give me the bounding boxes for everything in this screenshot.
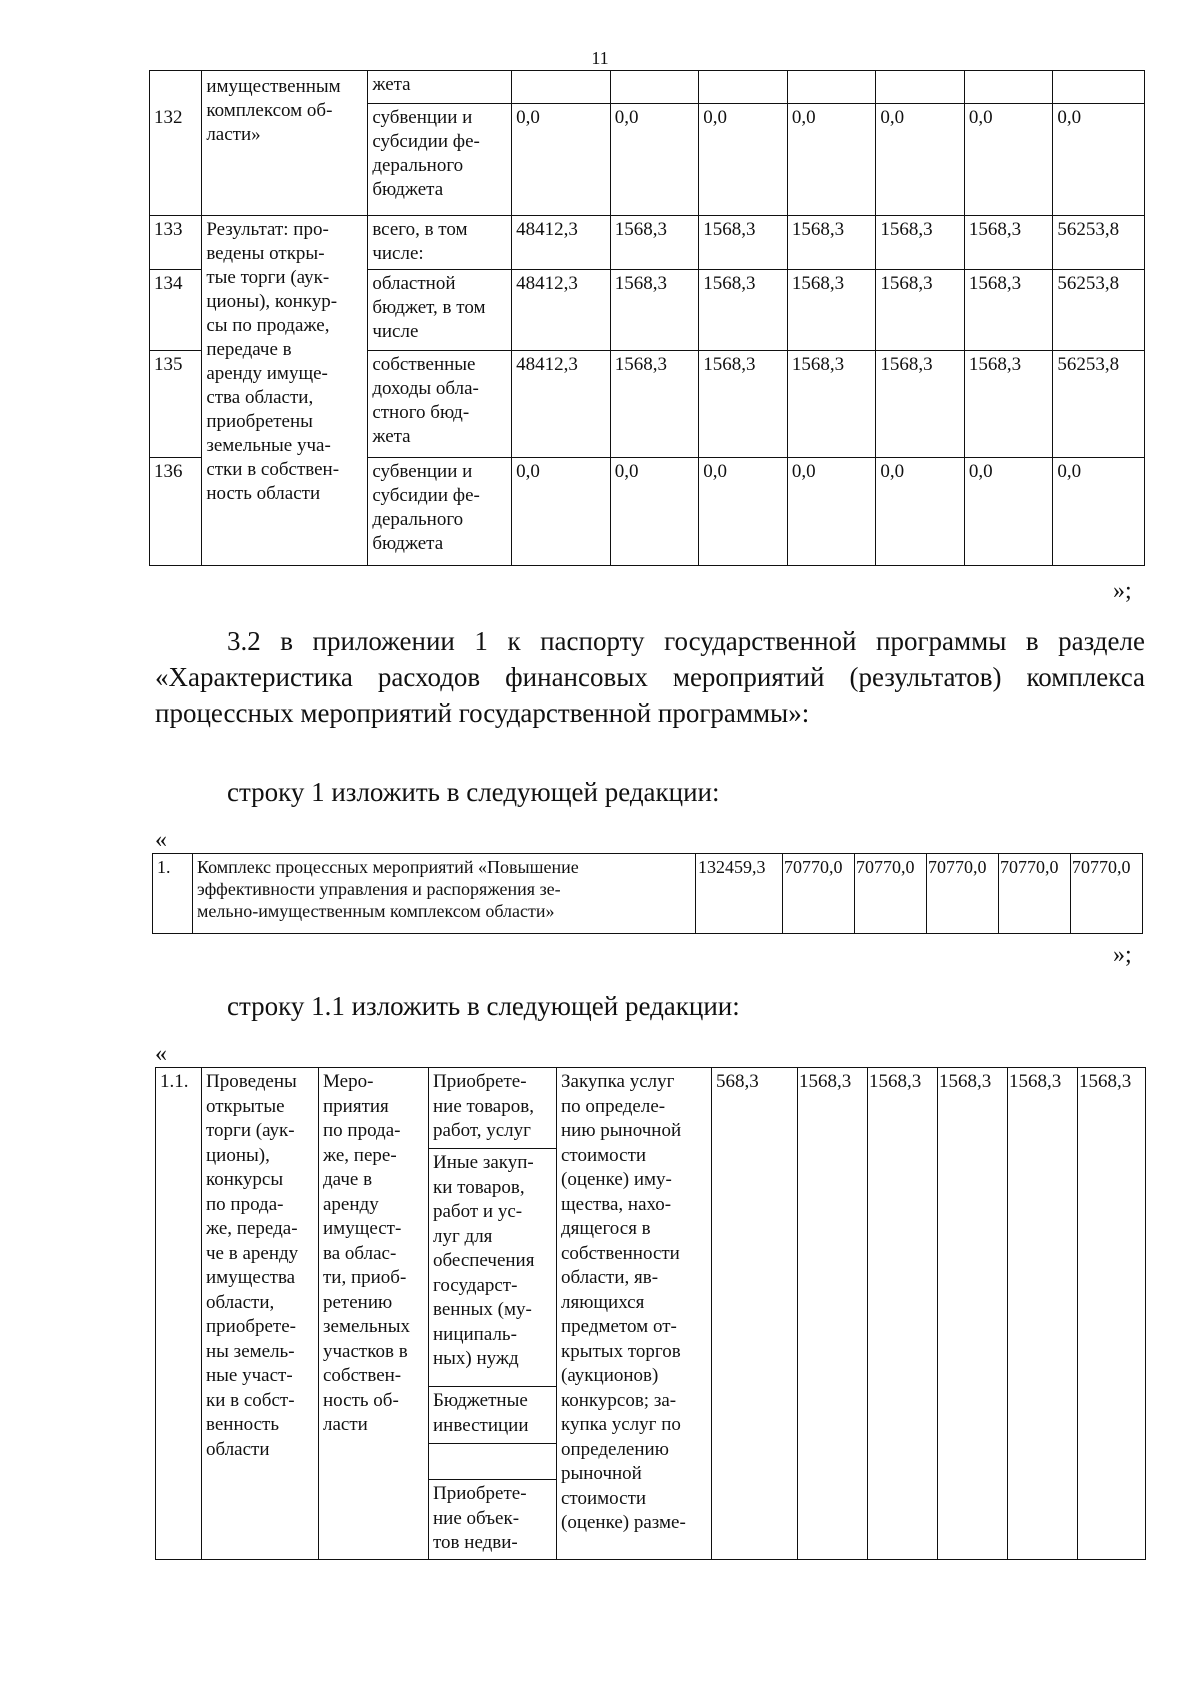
- source-cell: областной бюджет, в том числе: [368, 270, 512, 351]
- result-cell: Результат: про- ведены откры- тые торги (аук- ционы), конкур- сы по продаже, передаче в аренду имуще- ства области, приобретены земельные уча- стки в собствен- ность области: [202, 216, 368, 566]
- table-row: [150, 71, 1145, 104]
- expense-type: [429, 1443, 556, 1478]
- value-cell: 0,0: [876, 458, 965, 566]
- value-cell: 1568,3: [938, 1068, 1008, 1560]
- closing-quote: »;: [1113, 578, 1132, 604]
- value-cell: 1568,3: [964, 351, 1053, 458]
- value-cell: 70770,0: [1071, 854, 1143, 934]
- row-number: [150, 71, 202, 104]
- value-cell: 1568,3: [876, 270, 965, 351]
- source-cell: субвенции и субсидии фе- дерального бюджета: [368, 458, 512, 566]
- row-number: 134: [150, 270, 202, 351]
- value-cell: 0,0: [1053, 458, 1145, 566]
- value-cell: [512, 71, 611, 104]
- value-cell: 1568,3: [798, 1068, 868, 1560]
- row-number: 1.1.: [156, 1068, 202, 1560]
- source-cell: жета: [368, 71, 512, 104]
- value-cell: 48412,3: [512, 270, 611, 351]
- budget-table-rows-132-136: [149, 70, 1145, 566]
- value-cell: 1568,3: [876, 216, 965, 270]
- value-cell: 0,0: [699, 458, 788, 566]
- value-cell: 56253,8: [1053, 270, 1145, 351]
- value-cell: 1568,3: [964, 216, 1053, 270]
- value-cell: 1568,3: [1078, 1068, 1146, 1560]
- row-1-1-table: [155, 1067, 1146, 1560]
- expense-type: Приобрете- ние товаров, работ, услуг: [433, 1071, 534, 1141]
- complex-name-cell: Комплекс процессных мероприятий «Повышение эффективности управления и распоряжения зе- мельно-имущественным комплексом области»: [193, 854, 696, 934]
- value-cell: [610, 71, 699, 104]
- description-cell: Закупка услуг по определе- нию рыночной стоимости (оценке) иму- щества, нахо- дящегося в собственности области, яв- ляющихся предметом от- крытых торгов (аукционов) конкурсов; за- купка услуг по определению рыночной стоимости (оценке) разме-: [557, 1068, 712, 1560]
- value-cell: [699, 71, 788, 104]
- value-cell: 0,0: [512, 458, 611, 566]
- opening-quote: «: [155, 827, 167, 853]
- source-cell: субвенции и субсидии фе- дерального бюджета: [368, 104, 512, 216]
- value-cell: 1568,3: [868, 1068, 938, 1560]
- measure-cell: Меро- приятия по прода- же, пере- даче в аренду имущест- ва облас- ти, приоб- ретению земельных участков в собствен- ность об- ласти: [319, 1068, 429, 1560]
- value-cell: 0,0: [964, 458, 1053, 566]
- value-cell: 0,0: [787, 104, 876, 216]
- value-cell: 1568,3: [699, 270, 788, 351]
- value-cell: 0,0: [876, 104, 965, 216]
- value-cell: [964, 71, 1053, 104]
- expense-type: Бюджетные инвестиции: [429, 1386, 556, 1441]
- value-cell: 70770,0: [855, 854, 927, 934]
- value-cell: 1568,3: [787, 351, 876, 458]
- source-cell: всего, в том числе:: [368, 216, 512, 270]
- opening-quote: «: [155, 1041, 167, 1067]
- result-cell: имущественным комплексом об- ласти»: [202, 71, 368, 216]
- value-cell: 0,0: [964, 104, 1053, 216]
- value-cell: 1568,3: [610, 351, 699, 458]
- value-cell: 568,3: [712, 1068, 798, 1560]
- value-cell: 1568,3: [876, 351, 965, 458]
- value-cell: 70770,0: [783, 854, 855, 934]
- expense-types-cell: [429, 1068, 557, 1560]
- table-row: [150, 216, 1145, 270]
- value-cell: [1053, 71, 1145, 104]
- row-number: 136: [150, 458, 202, 566]
- table-row: [153, 854, 1143, 934]
- value-cell: 0,0: [512, 104, 611, 216]
- expense-type: Иные закуп- ки товаров, работ и ус- луг для обеспечения государст- венных (му- ниципаль- ных) нужд: [429, 1148, 556, 1361]
- value-cell: 1568,3: [787, 270, 876, 351]
- row-number: 132: [150, 104, 202, 216]
- value-cell: 70770,0: [927, 854, 999, 934]
- value-cell: 48412,3: [512, 216, 611, 270]
- value-cell: 56253,8: [1053, 351, 1145, 458]
- row-number: 1.: [153, 854, 193, 934]
- row-1-table: [152, 853, 1143, 934]
- value-cell: 1568,3: [699, 351, 788, 458]
- value-cell: 1568,3: [1008, 1068, 1078, 1560]
- value-cell: 1568,3: [610, 270, 699, 351]
- value-cell: 0,0: [699, 104, 788, 216]
- expense-type: Приобрете- ние объек- тов недви-: [429, 1479, 556, 1560]
- value-cell: 1568,3: [610, 216, 699, 270]
- value-cell: 48412,3: [512, 351, 611, 458]
- result-cell: Проведены открытые торги (аук- ционы), конкурсы по прода- же, переда- че в аренду имущества области, приобрете- ны земель- ные участ- ки в собст- венность области: [202, 1068, 319, 1560]
- page-number: 11: [591, 48, 609, 68]
- row-number: 133: [150, 216, 202, 270]
- value-cell: 1568,3: [699, 216, 788, 270]
- value-cell: 1568,3: [964, 270, 1053, 351]
- value-cell: 70770,0: [999, 854, 1071, 934]
- instruction-row-1-1: строку 1.1 изложить в следующей редакции:: [227, 991, 740, 1021]
- paragraph-3-2: 3.2 в приложении 1 к паспорту государственной программы в разделе «Характеристика расходов финансовых мероприятий (результатов) комплекса процессных мероприятий государственной программы»:: [155, 626, 1145, 728]
- table-row: [156, 1068, 1146, 1560]
- value-cell: [876, 71, 965, 104]
- value-cell: 0,0: [610, 458, 699, 566]
- row-number: 135: [150, 351, 202, 458]
- value-cell: 1568,3: [787, 216, 876, 270]
- value-cell: 0,0: [787, 458, 876, 566]
- value-cell: 0,0: [610, 104, 699, 216]
- source-cell: собственные доходы обла- стного бюд- жета: [368, 351, 512, 458]
- value-cell: 0,0: [1053, 104, 1145, 216]
- value-cell: 132459,3: [696, 854, 783, 934]
- closing-quote: »;: [1113, 942, 1132, 968]
- value-cell: [787, 71, 876, 104]
- instruction-row-1: строку 1 изложить в следующей редакции:: [227, 777, 720, 807]
- value-cell: 56253,8: [1053, 216, 1145, 270]
